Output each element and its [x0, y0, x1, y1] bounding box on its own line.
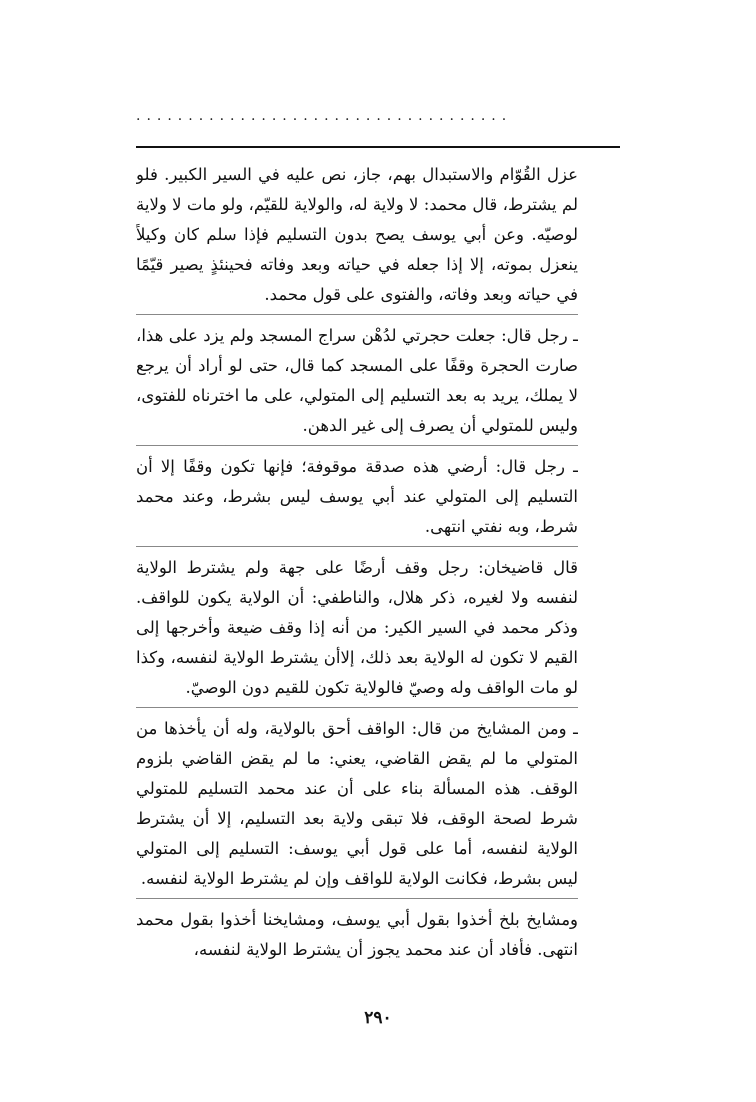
paragraph-1: عزل القُوّام والاستبدال بهم، جاز، نص عليه في السير الكبير. فلو لم يشترط، قال محمد: لا ولاية له، والولاية للقيّم، ولو مات لا ولاية لوصيّه. وعن أبي يوسف يصح بدون التسليم فإذا سلم كان وكيلاً ينعزل بموته، إلا إذا جعله في حياته وبعد وفاته فحينئذٍ يصير قيّمًا في حياته وبعد وفاته، والفتوى على قول محمد.	[136, 160, 578, 315]
dotted-separator: ....................................	[136, 110, 513, 122]
paragraph-6: ومشايخ بلخ أخذوا بقول أبي يوسف، ومشايخنا أخذوا بقول محمد انتهى. فأفاد أن عند محمد يجوز أن يشترط الولاية لنفسه،	[136, 910, 578, 959]
paragraph-2: ـ رجل قال: جعلت حجرتي لدُهْن سراج المسجد ولم يزد على هذا، صارت الحجرة وقفًا على المسجد كما قال، حتى لو أراد أن يرجع لا يملك، يريد به بعد التسليم إلى المتولي، على ما اخترناه للفتوى، وليس للمتولي أن يصرف إلى غير الدهن.	[136, 321, 578, 446]
paragraph-3: ـ رجل قال: أرضي هذه صدقة موقوفة؛ فإنها تكون وقفًا إلا أن التسليم إلى المتولي عند أبي يوسف ليس بشرط، وعند محمد شرط، وبه نفتي انتهى.	[136, 452, 578, 547]
page-body	[136, 160, 578, 1040]
page-number: ٢٩٠	[364, 1008, 392, 1028]
paragraph-4: قال قاضيخان: رجل وقف أرضًا على جهة ولم يشترط الولاية لنفسه ولا لغيره، ذكر هلال، والناطفي: أن الولاية يكون للواقف. وذكر محمد في السير الكير: من أنه إذا وقف ضيعة وأخرجها إلى القيم لا تكون له الولاية بعد ذلك، إلاأن يشترط الولاية لنفسه، وكذا لو مات الواقف وله وصيّ فالولاية تكون للقيم دون الوصيّ.	[136, 553, 578, 708]
header-rule	[136, 146, 620, 148]
paragraph-5: ـ ومن المشايخ من قال: الواقف أحق بالولاية، وله أن يأخذها من المتولي ما لم يقض القاضي، يعني: ما لم يقض القاضي بلزوم الوقف. هذه المسألة بناء على أن عند محمد التسليم للمتولي شرط لصحة الوقف، فلا تبقى ولاية بعد التسليم، إلا أن يشترط الولاية لنفسه، أما على قول أبي يوسف: التسليم إلى المتولي ليس بشرط، فكانت الولاية للواقف وإن لم يشترط الولاية لنفسه.	[136, 714, 578, 899]
